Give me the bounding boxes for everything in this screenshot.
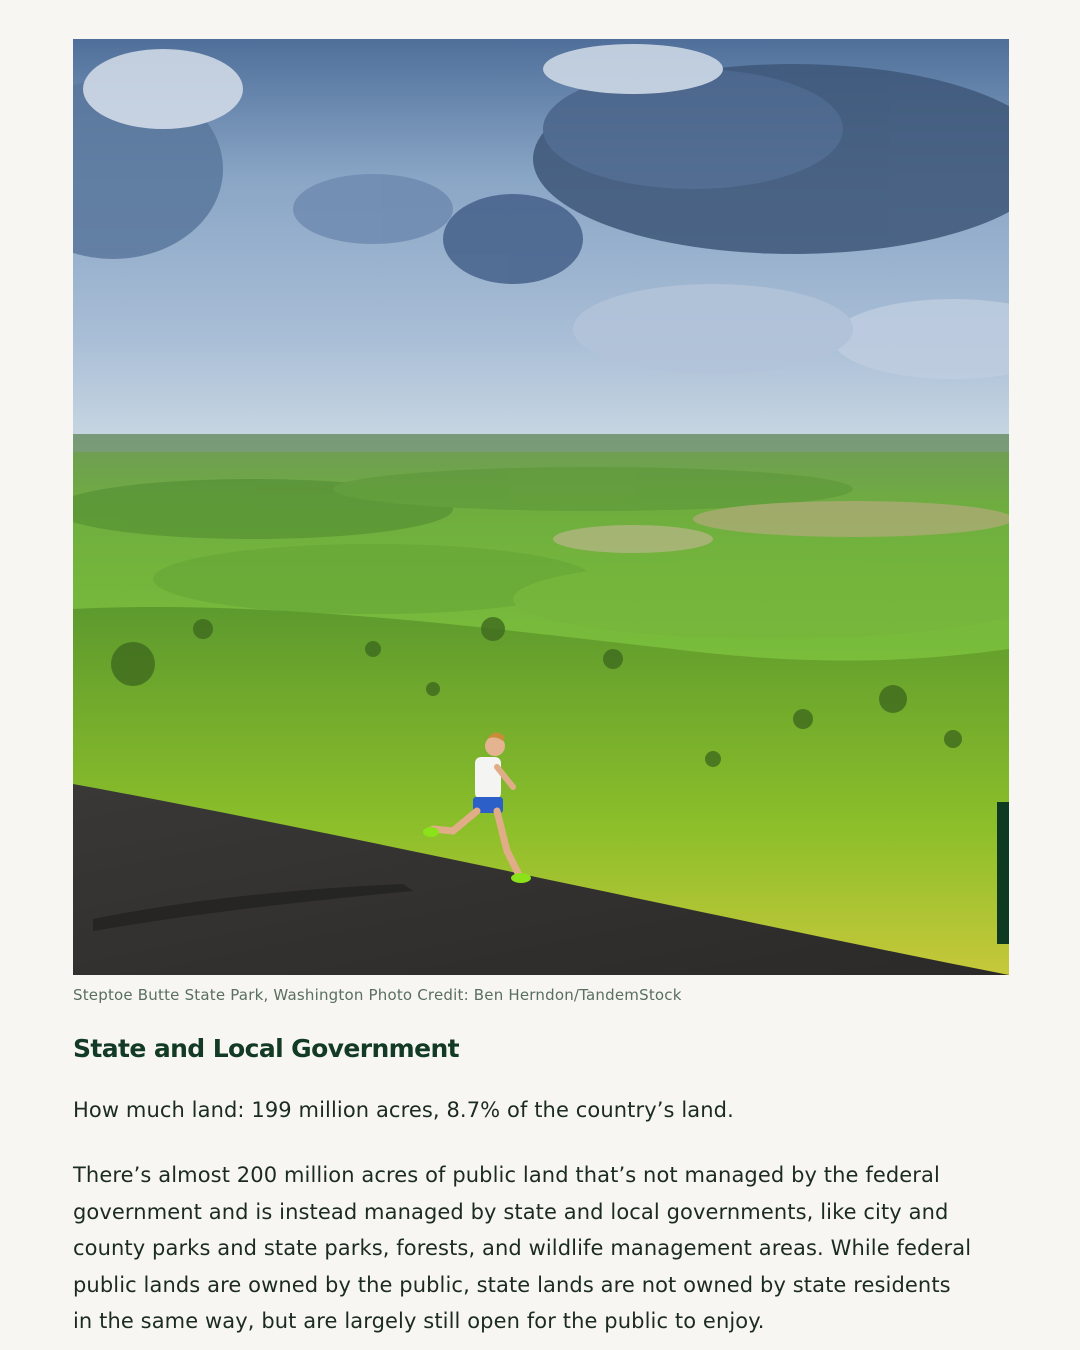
body-line: in the same way, but are largely still open for the public to enjoy.	[73, 1309, 765, 1333]
land-stat: How much land: 199 million acres, 8.7% of the country’s land.	[73, 1098, 734, 1122]
body-line: There’s almost 200 million acres of public land that’s not managed by the federal	[73, 1163, 940, 1187]
section-body	[73, 1157, 1018, 1340]
landscape-illustration	[73, 39, 1009, 975]
body-line: government and is instead managed by state and local governments, like city and	[73, 1199, 949, 1224]
hero-photo	[73, 39, 1009, 975]
body-line: public lands are owned by the public, state lands are not owned by state residents	[73, 1272, 951, 1297]
side-feedback-tab[interactable]	[997, 802, 1009, 944]
section-heading: State and Local Government	[73, 1034, 459, 1063]
photo-caption: Steptoe Butte State Park, Washington Photo Credit: Ben Herndon/TandemStock	[73, 986, 682, 1004]
body-line: county parks and state parks, forests, and wildlife management areas. While federal	[73, 1236, 972, 1260]
